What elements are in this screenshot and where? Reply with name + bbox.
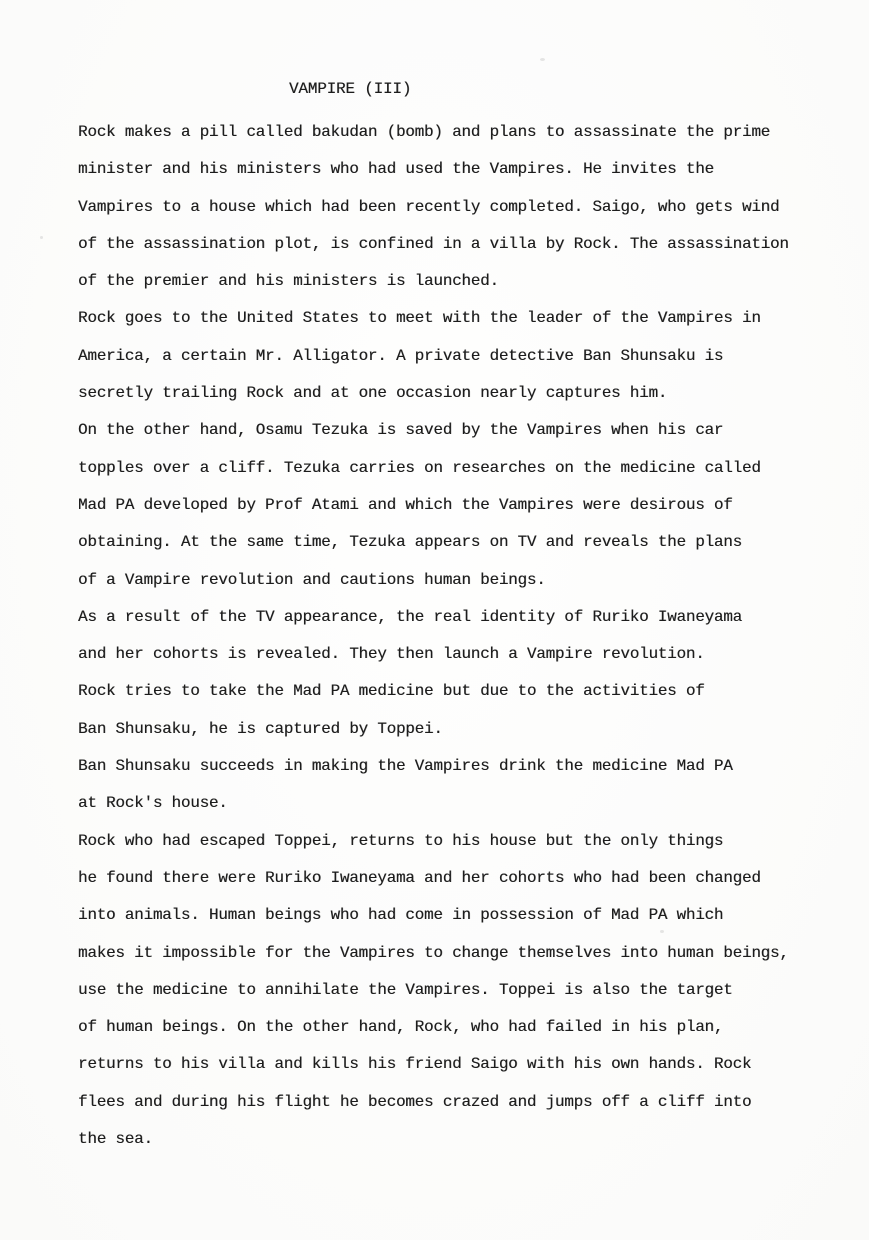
text-line: of the assassination plot, is confined in a villa by Rock. The assassination (78, 234, 789, 253)
paragraph (78, 748, 829, 823)
text-line: returns to his villa and kills his friend Saigo with his own hands. Rock (78, 1055, 752, 1074)
text-line: Ban Shunsaku, he is captured by Toppei. (78, 719, 443, 738)
text-line: of human beings. On the other hand, Rock, who had failed in his plan, (78, 1018, 724, 1037)
text-line: into animals. Human beings who had come in possession of Mad PA which (78, 906, 724, 925)
text-line: On the other hand, Osamu Tezuka is saved by the Vampires when his car (78, 421, 724, 440)
text-line: Ban Shunsaku succeeds in making the Vampires drink the medicine Mad PA (78, 757, 733, 776)
text-line: Rock makes a pill called bakudan (bomb) and plans to assassinate the prime (78, 123, 771, 141)
text-line: and her cohorts is revealed. They then launch a Vampire revolution. (78, 645, 705, 664)
text-line: obtaining. At the same time, Tezuka appears on TV and reveals the plans (78, 533, 742, 552)
text-line: topples over a cliff. Tezuka carries on researches on the medicine called (78, 458, 761, 477)
text-line: Rock tries to take the Mad PA medicine but due to the activities of (78, 682, 705, 701)
paragraph (78, 300, 829, 412)
text-line: Vampires to a house which had been recently completed. Saigo, who gets wind (78, 197, 780, 216)
text-line: at Rock's house. (78, 794, 228, 813)
paragraph (78, 114, 829, 300)
text-line: secretly trailing Rock and at one occasion nearly captures him. (78, 384, 668, 403)
text-line: the sea. (78, 1130, 153, 1149)
scan-speck (660, 930, 664, 933)
paragraph (78, 823, 829, 1159)
text-line: Mad PA developed by Prof Atami and which the Vampires were desirous of (78, 495, 733, 514)
text-line: makes it impossible for the Vampires to change themselves into human beings, (78, 943, 789, 962)
paragraph (78, 599, 829, 674)
paragraph (78, 412, 829, 598)
scan-speck (500, 244, 504, 247)
scan-speck (40, 236, 43, 239)
text-line: of a Vampire revolution and cautions human beings. (78, 570, 546, 589)
document-title: VAMPIRE (III) (289, 80, 412, 98)
text-line: Rock goes to the United States to meet with the leader of the Vampires in (78, 309, 761, 328)
scan-speck (540, 58, 545, 61)
text-line: America, a certain Mr. Alligator. A private detective Ban Shunsaku is (78, 346, 724, 365)
text-line: use the medicine to annihilate the Vampires. Toppei is also the target (78, 980, 733, 999)
text-line: flees and during his flight he becomes crazed and jumps off a cliff into (78, 1092, 752, 1111)
text-line: he found there were Ruriko Iwaneyama and her cohorts who had been changed (78, 868, 761, 887)
text-line: minister and his ministers who had used the Vampires. He invites the (78, 160, 714, 179)
text-line: As a result of the TV appearance, the real identity of Ruriko Iwaneyama (78, 607, 742, 626)
text-line: Rock who had escaped Toppei, returns to his house but the only things (78, 831, 724, 850)
paragraph (78, 673, 829, 748)
document-body (78, 114, 829, 1158)
text-line: of the premier and his ministers is launched. (78, 272, 499, 291)
